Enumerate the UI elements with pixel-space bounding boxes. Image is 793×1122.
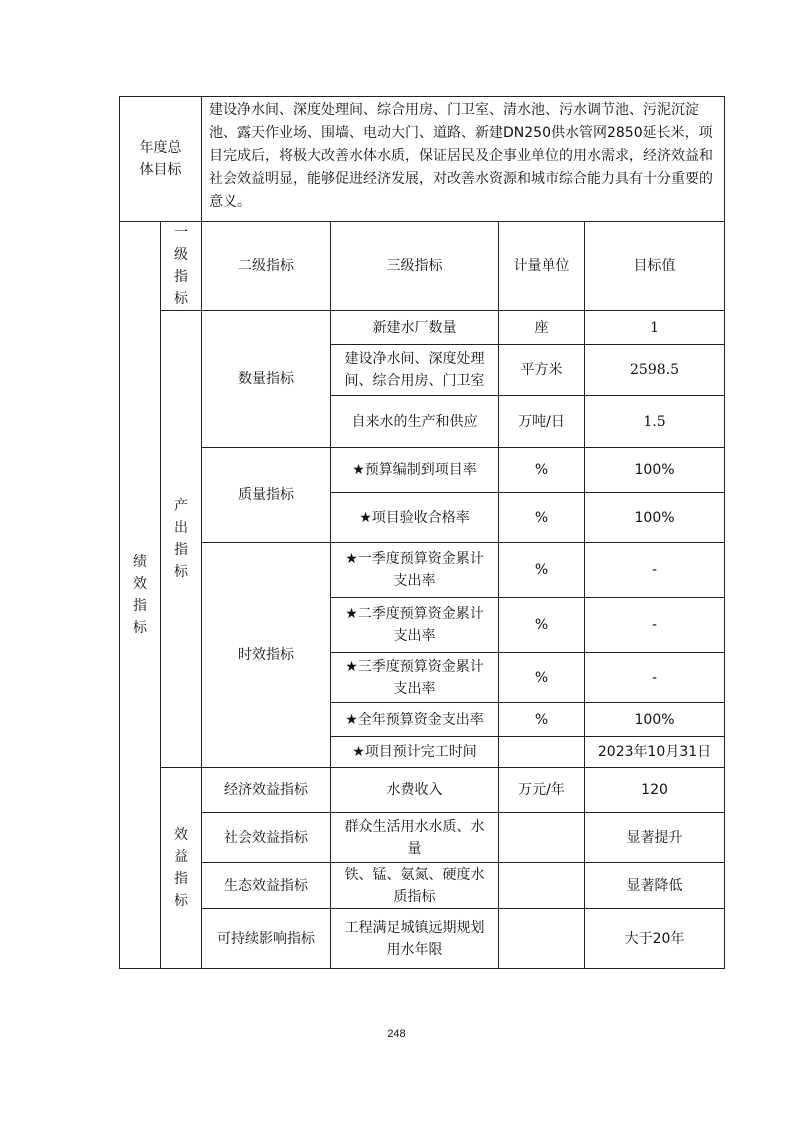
indicator-name: 铁、锰、氨氮、硬度水质指标	[331, 863, 499, 909]
indicator-unit	[499, 813, 585, 863]
indicator-unit: 万元/年	[499, 768, 585, 813]
goal-row	[120, 97, 725, 222]
quality-indicators-label: 质量指标	[202, 448, 331, 543]
indicator-target: 显著降低	[585, 863, 725, 909]
indicator-name: ★项目验收合格率	[331, 493, 499, 543]
indicator-target: 1.5	[585, 396, 725, 448]
indicator-target: 显著提升	[585, 813, 725, 863]
indicator-name: ★三季度预算资金累计支出率	[331, 653, 499, 703]
indicator-name: ★预算编制到项目率	[331, 448, 499, 493]
indicator-unit	[499, 909, 585, 969]
level2-indicator: 经济效益指标	[202, 768, 331, 813]
indicator-target: -	[585, 598, 725, 653]
indicator-target: 2023年10月31日	[585, 737, 725, 768]
level2-indicator: 社会效益指标	[202, 813, 331, 863]
timeliness-indicators-label: 时效指标	[202, 543, 331, 768]
header-target: 目标值	[585, 222, 725, 311]
indicator-target: 1	[585, 311, 725, 345]
table-row	[120, 543, 725, 598]
table-row	[120, 311, 725, 345]
indicator-name: 水费收入	[331, 768, 499, 813]
performance-table	[119, 96, 725, 969]
header-level2: 二级指标	[202, 222, 331, 311]
goal-text: 建设净水间、深度处理间、综合用房、门卫室、清水池、污水调节池、污泥沉淀池、露天作业场、围墙、电动大门、道路、新建DN250供水管网2850延长米，项目完成后，将极大改善水体水质，保证居民及企事业单位的用水需求，经济效益和社会效益明显，能够促进经济发展，对改善水资源和城市综合能力具有十分重要的意义。	[202, 97, 725, 222]
indicator-unit	[499, 863, 585, 909]
indicator-unit	[499, 737, 585, 768]
table-row	[120, 909, 725, 969]
indicator-unit: 万吨/日	[499, 396, 585, 448]
indicator-name: 自来水的生产和供应	[331, 396, 499, 448]
header-level3: 三级指标	[331, 222, 499, 311]
indicator-unit: 平方米	[499, 345, 585, 396]
indicator-name: ★项目预计完工时间	[331, 737, 499, 768]
table-row	[120, 813, 725, 863]
table-row	[120, 863, 725, 909]
indicator-name: 新建水厂数量	[331, 311, 499, 345]
indicator-name: 工程满足城镇远期规划用水年限	[331, 909, 499, 969]
indicator-unit: %	[499, 493, 585, 543]
goal-label: 年度总体目标	[120, 97, 202, 222]
indicator-target: -	[585, 653, 725, 703]
indicator-target: -	[585, 543, 725, 598]
table-row	[120, 768, 725, 813]
level2-indicator: 生态效益指标	[202, 863, 331, 909]
quantity-indicators-label: 数量指标	[202, 311, 331, 448]
indicator-unit: %	[499, 703, 585, 737]
indicator-name: ★全年预算资金支出率	[331, 703, 499, 737]
header-level1: 一级指标	[161, 222, 202, 311]
header-row	[120, 222, 725, 311]
indicator-name: ★二季度预算资金累计支出率	[331, 598, 499, 653]
output-indicators-label: 产出指标	[161, 311, 202, 768]
indicator-unit: %	[499, 448, 585, 493]
page-number: 248	[387, 1028, 406, 1040]
indicator-unit: 座	[499, 311, 585, 345]
header-unit: 计量单位	[499, 222, 585, 311]
level2-indicator: 可持续影响指标	[202, 909, 331, 969]
indicator-target: 100%	[585, 703, 725, 737]
indicator-target: 100%	[585, 448, 725, 493]
indicator-target: 100%	[585, 493, 725, 543]
indicator-target: 2598.5	[585, 345, 725, 396]
indicator-unit: %	[499, 598, 585, 653]
indicator-unit: %	[499, 543, 585, 598]
indicator-unit: %	[499, 653, 585, 703]
indicator-target: 120	[585, 768, 725, 813]
indicator-name: ★一季度预算资金累计支出率	[331, 543, 499, 598]
table-row	[120, 448, 725, 493]
indicator-target: 大于20年	[585, 909, 725, 969]
performance-indicators-label: 绩效指标	[120, 222, 161, 969]
indicator-name: 建设净水间、深度处理间、综合用房、门卫室	[331, 345, 499, 396]
benefit-indicators-label: 效益指标	[161, 768, 202, 969]
indicator-name: 群众生活用水水质、水量	[331, 813, 499, 863]
